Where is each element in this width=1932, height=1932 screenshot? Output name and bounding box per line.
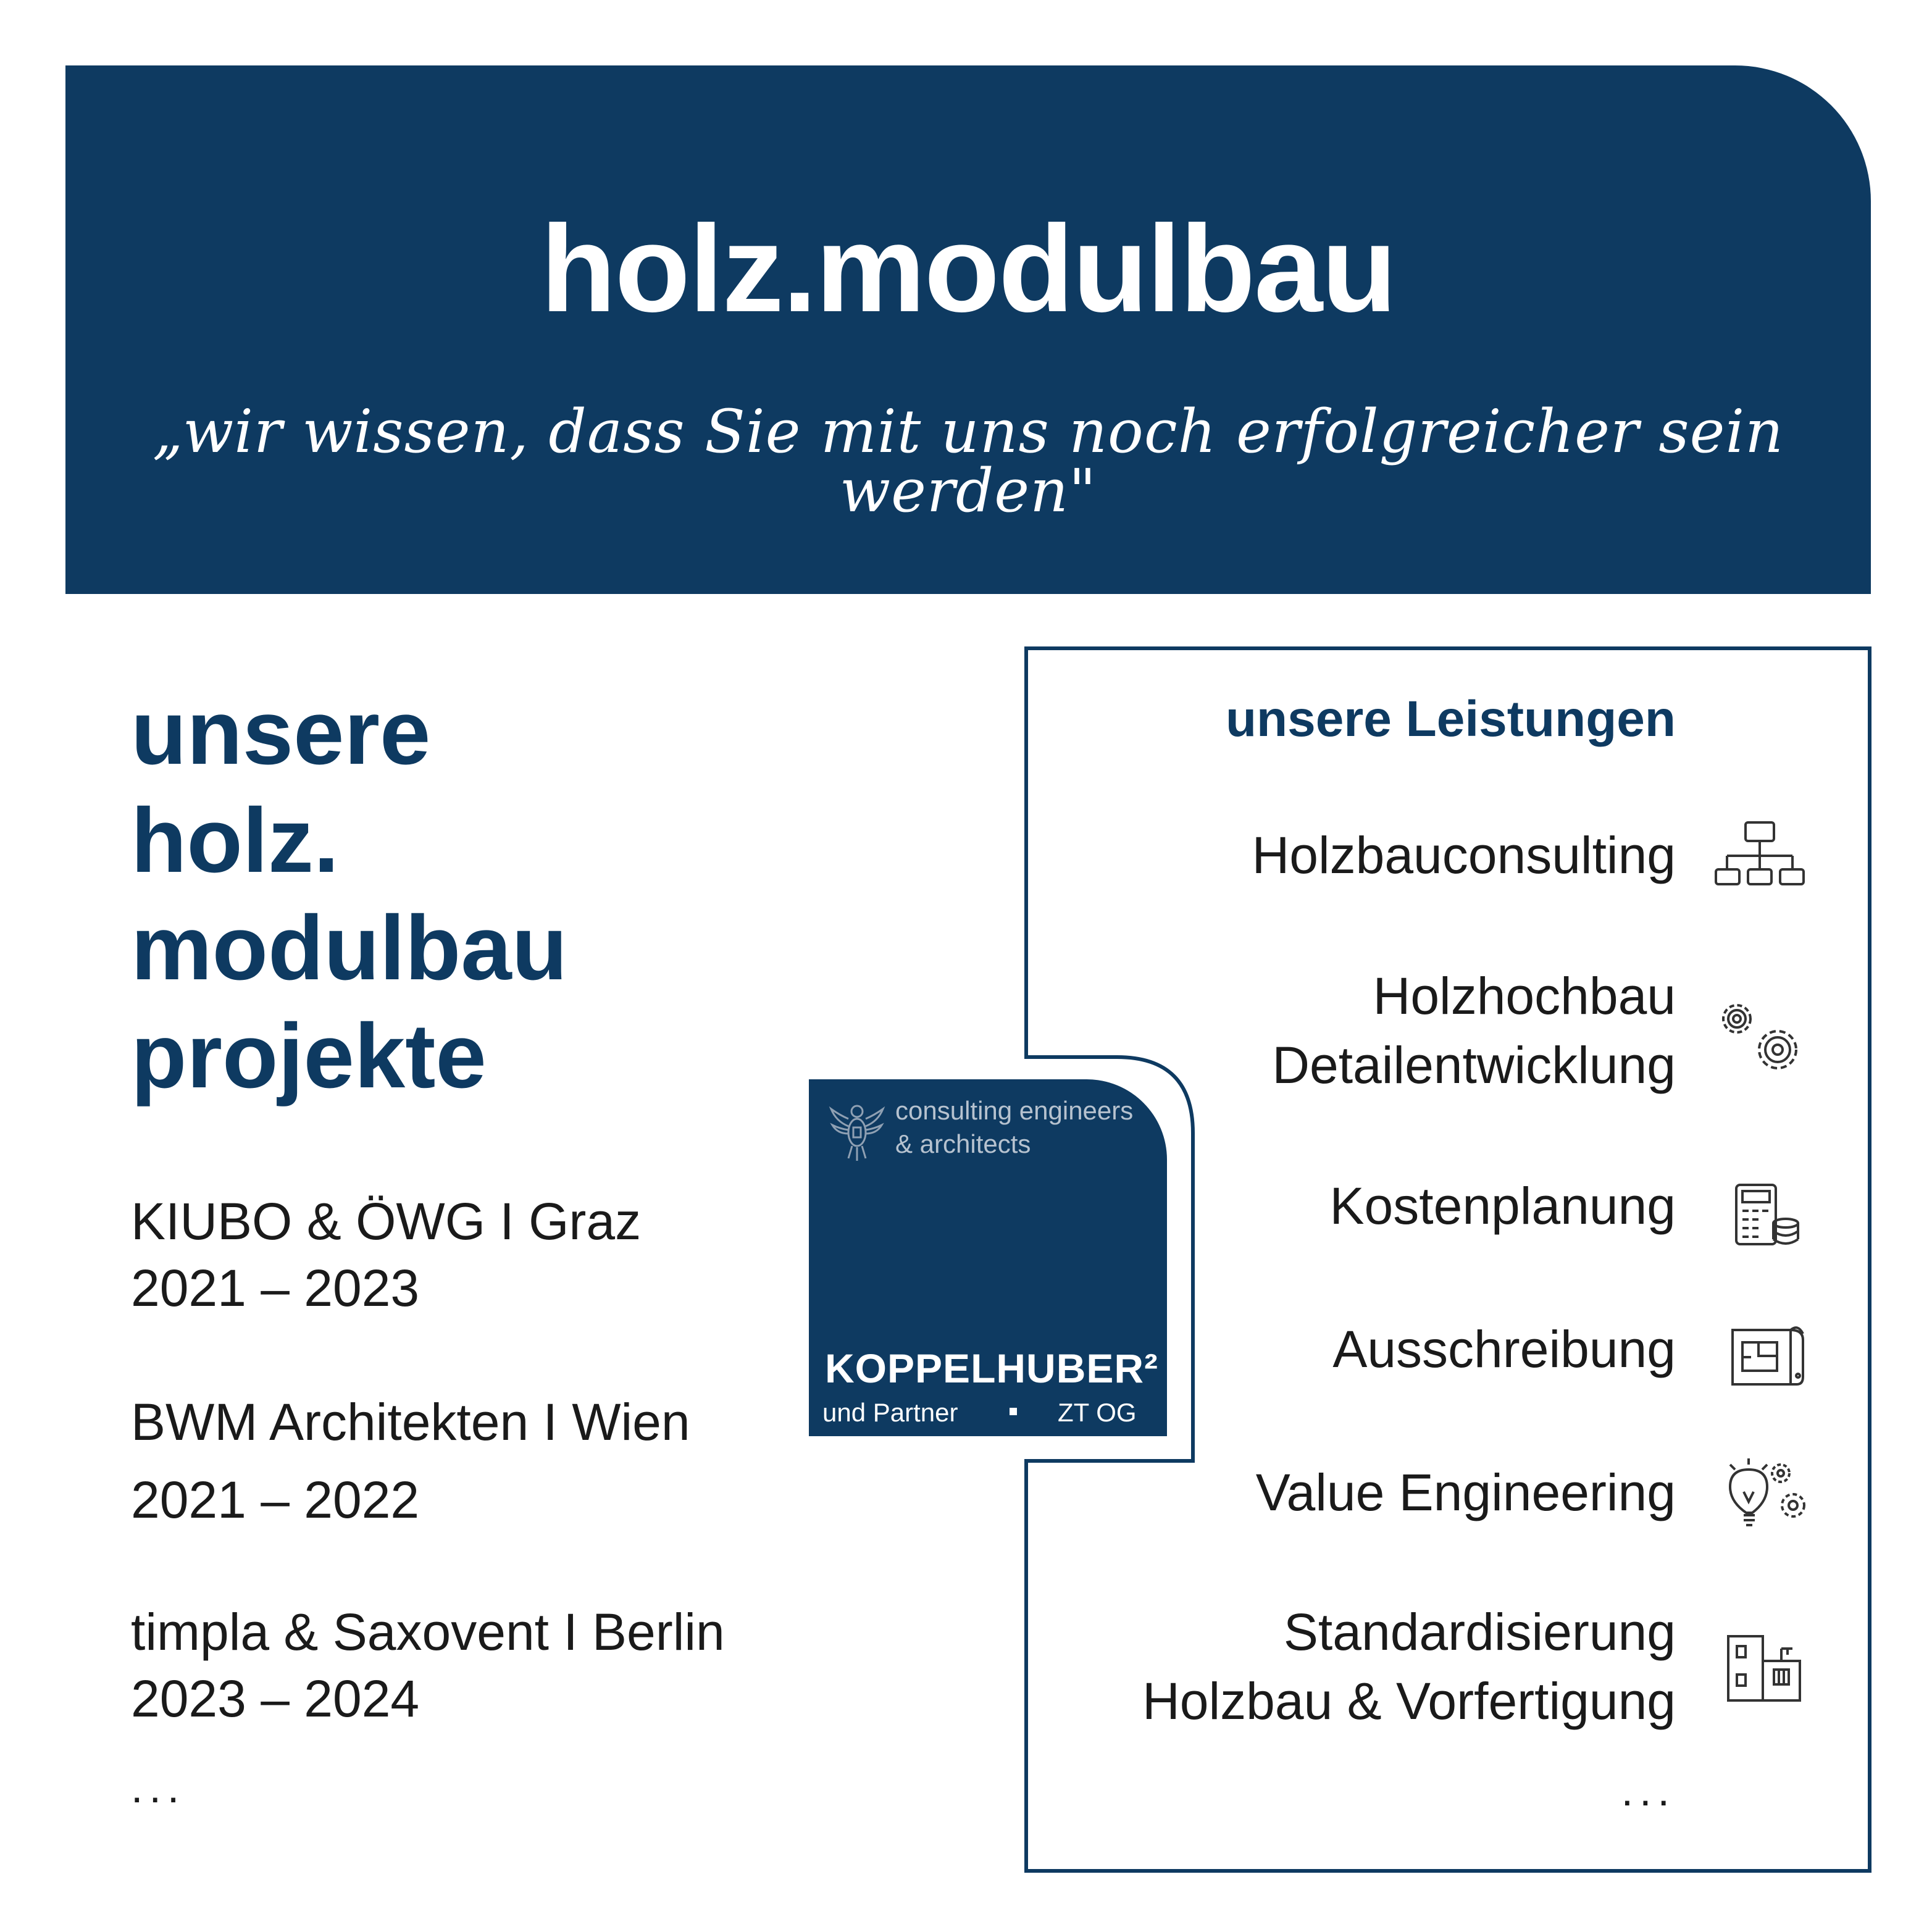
projects-heading-line: unsere [131, 682, 431, 784]
service-label: Standardisierung [1283, 1603, 1676, 1661]
services-more: ... [1621, 1767, 1676, 1815]
projects-heading-line: holz. [131, 789, 340, 892]
logo-partner: und Partner [822, 1398, 958, 1427]
project-years: 2021 – 2023 [131, 1258, 420, 1317]
eagle-emblem-icon [827, 1097, 887, 1165]
modular-buildings-icon [1726, 1629, 1806, 1705]
projects-more: ... [131, 1763, 186, 1812]
projects-heading-line: projekte [131, 1005, 487, 1107]
service-item [1256, 1458, 1676, 1528]
services-heading: unsere Leistungen [1225, 691, 1676, 747]
service-label: Kostenplanung [1329, 1177, 1676, 1235]
lightbulb-gears-icon [1721, 1456, 1808, 1534]
project-years: 2023 – 2024 [131, 1669, 420, 1728]
project-years: 2021 – 2022 [131, 1470, 420, 1529]
logo-subtitle-line: & architects [895, 1129, 1031, 1158]
service-item [1332, 1315, 1676, 1384]
logo-name: KOPPELHUBER² [825, 1345, 1159, 1391]
service-label: Ausschreibung [1332, 1320, 1676, 1378]
service-item [1272, 962, 1676, 1100]
logo-subtitle-line: consulting engineers [895, 1096, 1134, 1125]
service-item [1252, 821, 1676, 890]
banner-title: holz.modulbau [540, 200, 1396, 338]
service-label: Holzhochbau [1373, 967, 1676, 1025]
banner-slogan: „wir wissen, dass Sie mit uns noch erfolgreicher sein werden" [153, 397, 1784, 525]
service-label: Value Engineering [1255, 1463, 1676, 1521]
service-label: Holzbau & Vorfertigung [1142, 1671, 1676, 1730]
service-item [1142, 1598, 1676, 1736]
logo-subtitle [895, 1094, 1161, 1161]
blueprint-icon [1730, 1321, 1805, 1387]
projects-heading-line: modulbau [131, 897, 568, 1000]
project-name: timpla & Saxovent I Berlin [131, 1603, 725, 1661]
service-item [1330, 1172, 1676, 1241]
org-chart-icon [1713, 820, 1806, 890]
service-label: Holzbauconsulting [1252, 826, 1676, 884]
logo-separator-dot [1010, 1408, 1017, 1415]
project-name: BWM Architekten I Wien [131, 1393, 690, 1451]
logo-suffix: ZT OG [1058, 1398, 1137, 1427]
calculator-coins-icon [1734, 1182, 1802, 1250]
project-name: KIUBO & ÖWG I Graz [131, 1192, 642, 1250]
gears-icon [1713, 994, 1806, 1074]
company-logo [809, 1079, 1167, 1436]
service-label: Detailentwicklung [1272, 1035, 1676, 1094]
